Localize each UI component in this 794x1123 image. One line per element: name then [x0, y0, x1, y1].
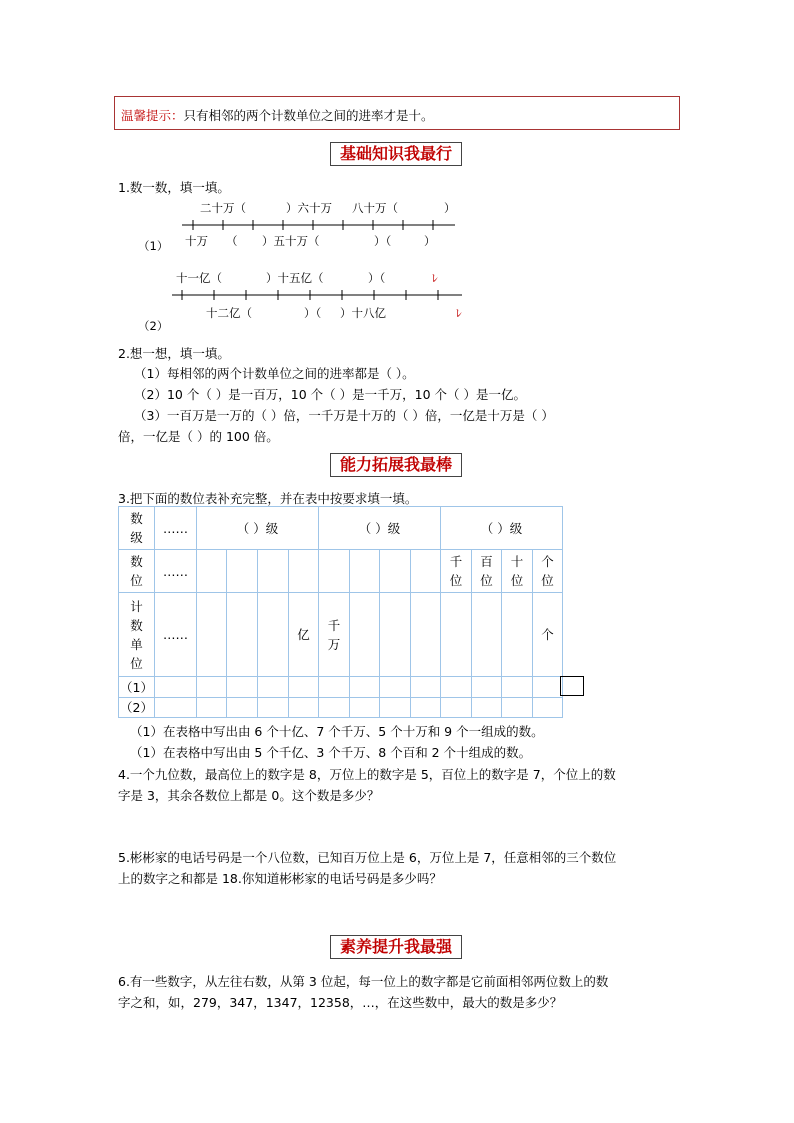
table-cell[interactable] [197, 677, 227, 698]
table-cell[interactable] [472, 593, 502, 677]
nl2-bottom-label-3: ）十八亿 [340, 306, 386, 320]
nl1-top-label-3: 八十万（ [352, 201, 398, 215]
table-unit-qianwan: 千 万 [319, 593, 350, 677]
section-heading-literacy: 素养提升我最强 [330, 935, 462, 959]
table-cell[interactable] [227, 593, 258, 677]
table-cell[interactable] [319, 550, 350, 593]
q6-line-1: 6.有一些数字，从左往右数，从第 3 位起，每一位上的数字都是它前面相邻两位数上的数 [118, 974, 609, 989]
nl1-bottom-label-5: ） [424, 234, 436, 248]
q3-title: 3.把下面的数位表补充完整，并在表中按要求填一填。 [118, 491, 418, 506]
nl1-bottom-label-4: ）（ [374, 234, 392, 248]
section-heading-basics: 基础知识我最行 [330, 142, 462, 166]
q3-sub-1: （1）在表格中写出由 6 个十亿、7 个千万、5 个十万和 9 个一组成的数。 [130, 724, 544, 739]
section-heading-extension: 能力拓展我最棒 [330, 453, 462, 477]
table-dots: …… [155, 550, 197, 593]
table-group-2[interactable]: （ ）级 [319, 507, 441, 550]
table-cell[interactable] [350, 593, 380, 677]
table-cell[interactable] [258, 677, 289, 698]
table-place-ge: 个 位 [533, 550, 563, 593]
q6-line-2: 字之和，如，279，347，1347，12358，…，在这些数中，最大的数是多少？ [118, 995, 563, 1010]
q2-line-2: （2）10 个（ ）是一百万，10 个（ ）是一千万，10 个（ ）是一亿。 [134, 387, 527, 402]
table-cell[interactable] [472, 698, 502, 718]
nl1-bottom-label-1: 十万 [185, 234, 208, 248]
tip-label: 温馨提示： [121, 108, 184, 123]
q2-line-3: （3）一百万是一万的（ ）倍，一千万是十万的（ ）倍，一亿是十万是（ ） [134, 408, 554, 423]
table-dots: …… [155, 507, 197, 550]
q4-line-1: 4.一个九位数，最高位上的数字是 8，万位上的数字是 5，百位上的数字是 7，个位上的数 [118, 767, 616, 782]
nl1-top-label-1: 二十万（ [200, 201, 246, 215]
table-cell[interactable] [289, 698, 319, 718]
q5-line-1: 5.彬彬家的电话号码是一个八位数，已知百万位上是 6，万位上是 7，任意相邻的三个数位 [118, 850, 617, 865]
table-cell[interactable] [227, 550, 258, 593]
table-cell[interactable] [197, 593, 227, 677]
table-cell[interactable] [289, 550, 319, 593]
table-cell[interactable] [472, 677, 502, 698]
tip-content: 只有相邻的两个计数单位之间的进率才是十。 [183, 108, 434, 123]
table-cell[interactable] [380, 550, 411, 593]
q3-sub-2: （1）在表格中写出由 5 个千亿、3 个千万、8 个百和 2 个十组成的数。 [130, 745, 532, 760]
q2-title: 2.想一想，填一填。 [118, 346, 230, 361]
table-cell[interactable] [155, 677, 197, 698]
nl2-top-label-1: 十一亿（ [176, 271, 222, 285]
table-cell[interactable] [441, 698, 472, 718]
nl1-bottom-label-3: ）五十万（ [262, 234, 320, 248]
table-cell[interactable] [350, 677, 380, 698]
table-cell[interactable] [411, 677, 441, 698]
table-row-label-2: （2） [119, 698, 155, 718]
table-cell[interactable] [411, 593, 441, 677]
table-cell[interactable] [258, 550, 289, 593]
q4-line-2: 字是 3，其余各数位上都是 0。这个数是多少？ [118, 788, 380, 803]
table-cell[interactable] [350, 698, 380, 718]
nl2-bottom-label-2: ）（ [304, 306, 322, 320]
table-cell[interactable] [258, 698, 289, 718]
nl2-top-red-mark: ﾚ [432, 271, 438, 285]
table-cell[interactable] [411, 698, 441, 718]
table-cell[interactable] [411, 550, 441, 593]
table-cell[interactable] [380, 677, 411, 698]
table-cell[interactable] [289, 677, 319, 698]
table-cell[interactable] [502, 593, 533, 677]
nl2-top-label-3: ）（ [368, 271, 386, 285]
nl2-bottom-label-1: 十二亿（ [206, 306, 252, 320]
nl1-top-label-2: ）六十万 [286, 201, 332, 215]
nl2-bottom-red-mark: ﾚ [456, 306, 462, 320]
nl2-top-label-2: ）十五亿（ [266, 271, 324, 285]
table-cell[interactable] [319, 698, 350, 718]
q2-line-4: 倍，一亿是（ ）的 100 倍。 [118, 429, 279, 444]
table-head-unit: 计 数 单 位 [119, 593, 155, 677]
table-cell[interactable] [197, 698, 227, 718]
table-cell[interactable] [350, 550, 380, 593]
table-cell[interactable] [227, 698, 258, 718]
table-group-3[interactable]: （ ）级 [441, 507, 563, 550]
table-cell[interactable] [441, 677, 472, 698]
table-cell[interactable] [502, 698, 533, 718]
table-cell[interactable] [441, 593, 472, 677]
table-cell[interactable] [380, 593, 411, 677]
table-row-label-1: （1） [119, 677, 155, 698]
table-place-bai: 百 位 [472, 550, 502, 593]
q2-line-1: （1）每相邻的两个计数单位之间的进率都是（ ）。 [134, 366, 415, 381]
table-cell[interactable] [197, 550, 227, 593]
table-head-shuwei: 数 位 [119, 550, 155, 593]
nl1-top-label-4: ） [444, 201, 456, 215]
table-unit-ge: 个 [533, 593, 563, 677]
table-cell[interactable] [533, 698, 563, 718]
table-cell[interactable] [533, 677, 563, 698]
q1-part1-label: （1） [138, 239, 169, 253]
digit-place-table [118, 506, 563, 718]
table-place-shi: 十 位 [502, 550, 533, 593]
table-unit-yi: 亿 [289, 593, 319, 677]
table-cell[interactable] [227, 677, 258, 698]
table-cell[interactable] [380, 698, 411, 718]
nl1-bottom-label-2: （ [226, 234, 238, 248]
table-place-qian: 千 位 [441, 550, 472, 593]
table-group-1[interactable]: （ ）级 [197, 507, 319, 550]
table-cell[interactable] [319, 677, 350, 698]
table-cell[interactable] [258, 593, 289, 677]
q1-title: 1.数一数，填一填。 [118, 180, 230, 195]
table-dots: …… [155, 593, 197, 677]
table-cell[interactable] [155, 698, 197, 718]
table-cell[interactable] [502, 677, 533, 698]
q5-line-2: 上的数字之和都是 18.你知道彬彬家的电话号码是多少吗？ [118, 871, 442, 886]
table-extra-box [560, 676, 584, 696]
table-head-shuji: 数 级 [119, 507, 155, 550]
q1-part2-label: （2） [138, 319, 169, 333]
